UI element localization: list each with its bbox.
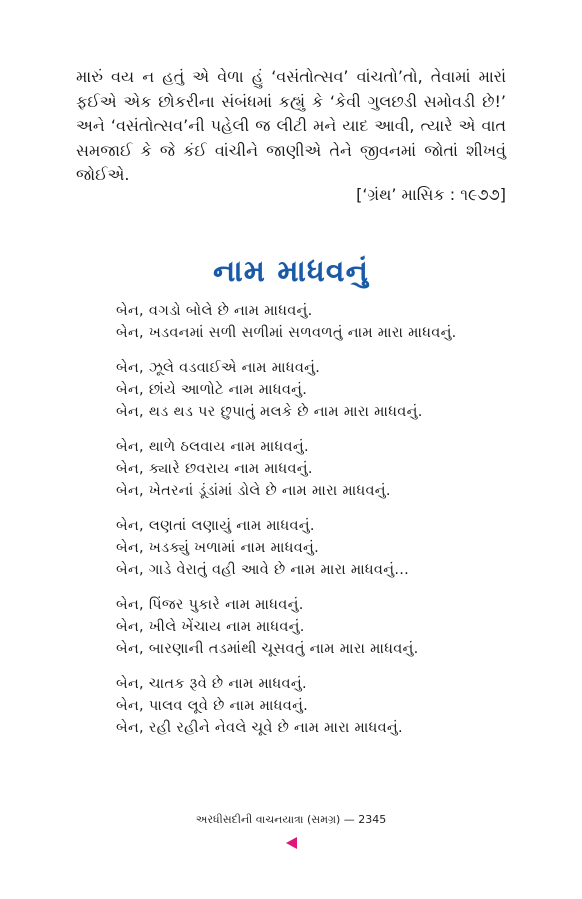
poem-line: બેન, પાલવ લૂવે છે નામ માધવનું. xyxy=(116,698,309,714)
previous-page-arrow-shape[interactable] xyxy=(286,837,297,849)
poem-stanza xyxy=(116,357,516,423)
poem-line: બેન, ચાતક રૂવે છે નામ માધવનું. xyxy=(116,676,307,692)
poem-line: બેન, થાળે ઠલવાય નામ માધવનું. xyxy=(116,439,309,455)
poem-line: બેન, ખીલે ખેંચાય નામ માધવનું. xyxy=(116,619,305,635)
poem-line: બેન, વગડો બોલે છે નામ માધવનું. xyxy=(116,303,313,319)
poem-line: બેન, થડ થડ પર છુપાતું મલકે છે નામ મારા માધવનું. xyxy=(116,404,423,420)
poem-line: બેન, ગાડે વેરાતું વહી આવે છે નામ મારા માધવનું... xyxy=(116,562,410,578)
poem-stanza xyxy=(116,515,516,581)
poem-title: નામ માધવનું xyxy=(213,254,369,289)
poem-stanza xyxy=(116,300,516,344)
previous-page-arrow-icon[interactable] xyxy=(285,836,299,850)
poem-line: બેન, ઝૂલે વડવાઈએ નામ માધવનું. xyxy=(116,360,321,376)
source-citation: [‘ગ્રંથ’ માસિક : ૧૯૭૭] xyxy=(356,185,506,204)
poem-body xyxy=(116,300,516,752)
poem-line: બેન, પિંજર પુકારે નામ માધવનું. xyxy=(116,597,304,613)
poem-line: બેન, છાંયે આળોટે નામ માધવનું. xyxy=(116,382,308,398)
poem-line: બેન, ખેતરનાં ડૂંડાંમાં ડોલે છે નામ મારા માધવનું. xyxy=(116,483,391,499)
poem-stanza xyxy=(116,436,516,502)
poem-line: બેન, ખડક્યું ખળામાં નામ માધવનું. xyxy=(116,540,320,556)
intro-paragraph: મારું વય ન હતું એ વેળા હું ‘વસંતોત્સવ’ વાંચતો’તો, તેવામાં મારાં ફઈએ એક છોકરીના સંબંધમાં કહ્યું કે ‘કેવી ગુલછડી સમોવડી છે!’ અને ‘વસંતોત્સવ’ની પહેલી જ લીટી મને યાદ આવી, ત્યારે એ વાત સમજાઈ કે જે કંઈ વાંચીને જાણીએ તેને જીવનમાં જોતાં શીખવું જોઈએ. xyxy=(76,67,506,184)
page-footer: અરધીસદીની વાચનયાત્રા (સમગ્ર) — 2345 xyxy=(195,813,387,826)
poem-line: બેન, બારણાની તડમાંથી ચૂસવતું નામ મારા માધવનું. xyxy=(116,641,419,657)
poem-line: બેન, રહી રહીને નેવલે ચૂવે છે નામ મારા માધવનું. xyxy=(116,720,403,736)
poem-line: બેન, ક્યારે છવરાય નામ માધવનું. xyxy=(116,461,313,477)
poem-stanza xyxy=(116,673,516,739)
poem-line: બેન, ખડવનમાં સળી સળીમાં સળવળતું નામ મારા માધવનું. xyxy=(116,325,457,341)
intro-section xyxy=(76,65,506,188)
poem-line: બેન, લણતાં લણાયું નામ માધવનું. xyxy=(116,518,315,534)
poem-stanza xyxy=(116,594,516,660)
